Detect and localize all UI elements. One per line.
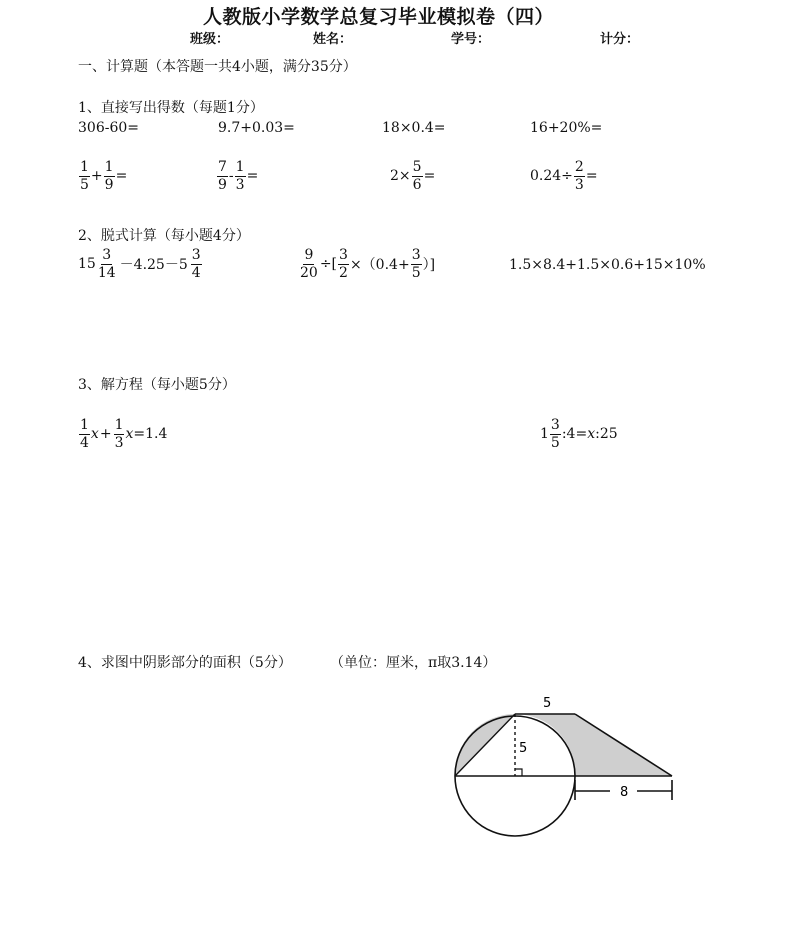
label-bottom-8: 8 — [620, 785, 629, 800]
section-1-heading: 一、计算题（本答题一共4小题，满分35分） — [78, 59, 357, 75]
q1-item-4: 16+20%= — [530, 120, 603, 136]
name-field-label: 姓名： — [313, 32, 353, 47]
q3-heading: 3、解方程（每小题5分） — [78, 377, 236, 393]
q2-item-3: 1.5×8.4+1.5×0.6+15×10% — [509, 257, 706, 273]
q4-heading: 4、求图中阴影部分的面积（5分） — [78, 655, 292, 671]
q1-item-2: 9.7+0.03= — [218, 120, 295, 136]
q1-item-8: 0.24÷ $\frac{2}{3}$ = — [530, 159, 598, 193]
q1-item-5: $\frac{1}{5}$ + $\frac{1}{9}$ = — [80, 159, 128, 193]
label-top-5: 5 — [543, 696, 552, 711]
q2-item-2: $\frac{9}{20}$ ÷[ $\frac{3}{2}$ ×（0.4+ $\frac{3}{5}$ ）] — [300, 247, 436, 281]
q3-equation-1: $\frac{1}{4}$ x + $\frac{1}{3}$ x =1.4 — [80, 417, 168, 451]
q1-item-6: $\frac{7}{9}$ - $\frac{1}{3}$ = — [218, 159, 259, 193]
right-angle-mark — [515, 769, 522, 776]
student-number-field-label: 学号： — [451, 32, 491, 47]
q3-equation-2: 1 $\frac{3}{5}$ :4= x :25 — [540, 417, 618, 451]
shaded-area-figure — [440, 690, 690, 850]
class-field-label: 班级： — [190, 32, 230, 47]
label-height-5: 5 — [519, 741, 528, 756]
q1-item-1: 306-60= — [78, 120, 139, 136]
score-field-label: 计分： — [600, 32, 640, 47]
q4-unit-note: （单位：厘米，π取3.14） — [330, 655, 497, 671]
q2-heading: 2、脱式计算（每小题4分） — [78, 228, 250, 244]
shaded-trapezoid-region — [515, 714, 672, 776]
q1-heading: 1、直接写出得数（每题1分） — [78, 100, 264, 116]
q1-item-7: 2× $\frac{5}{6}$ = — [390, 159, 436, 193]
q2-item-1: 15 $\frac{3}{14}$ －4.25－5 $\frac{3}{4}$ — [78, 247, 201, 281]
page-title: 人教版小学数学总复习毕业模拟卷（四） — [203, 6, 555, 28]
q1-item-3: 18×0.4= — [382, 120, 446, 136]
